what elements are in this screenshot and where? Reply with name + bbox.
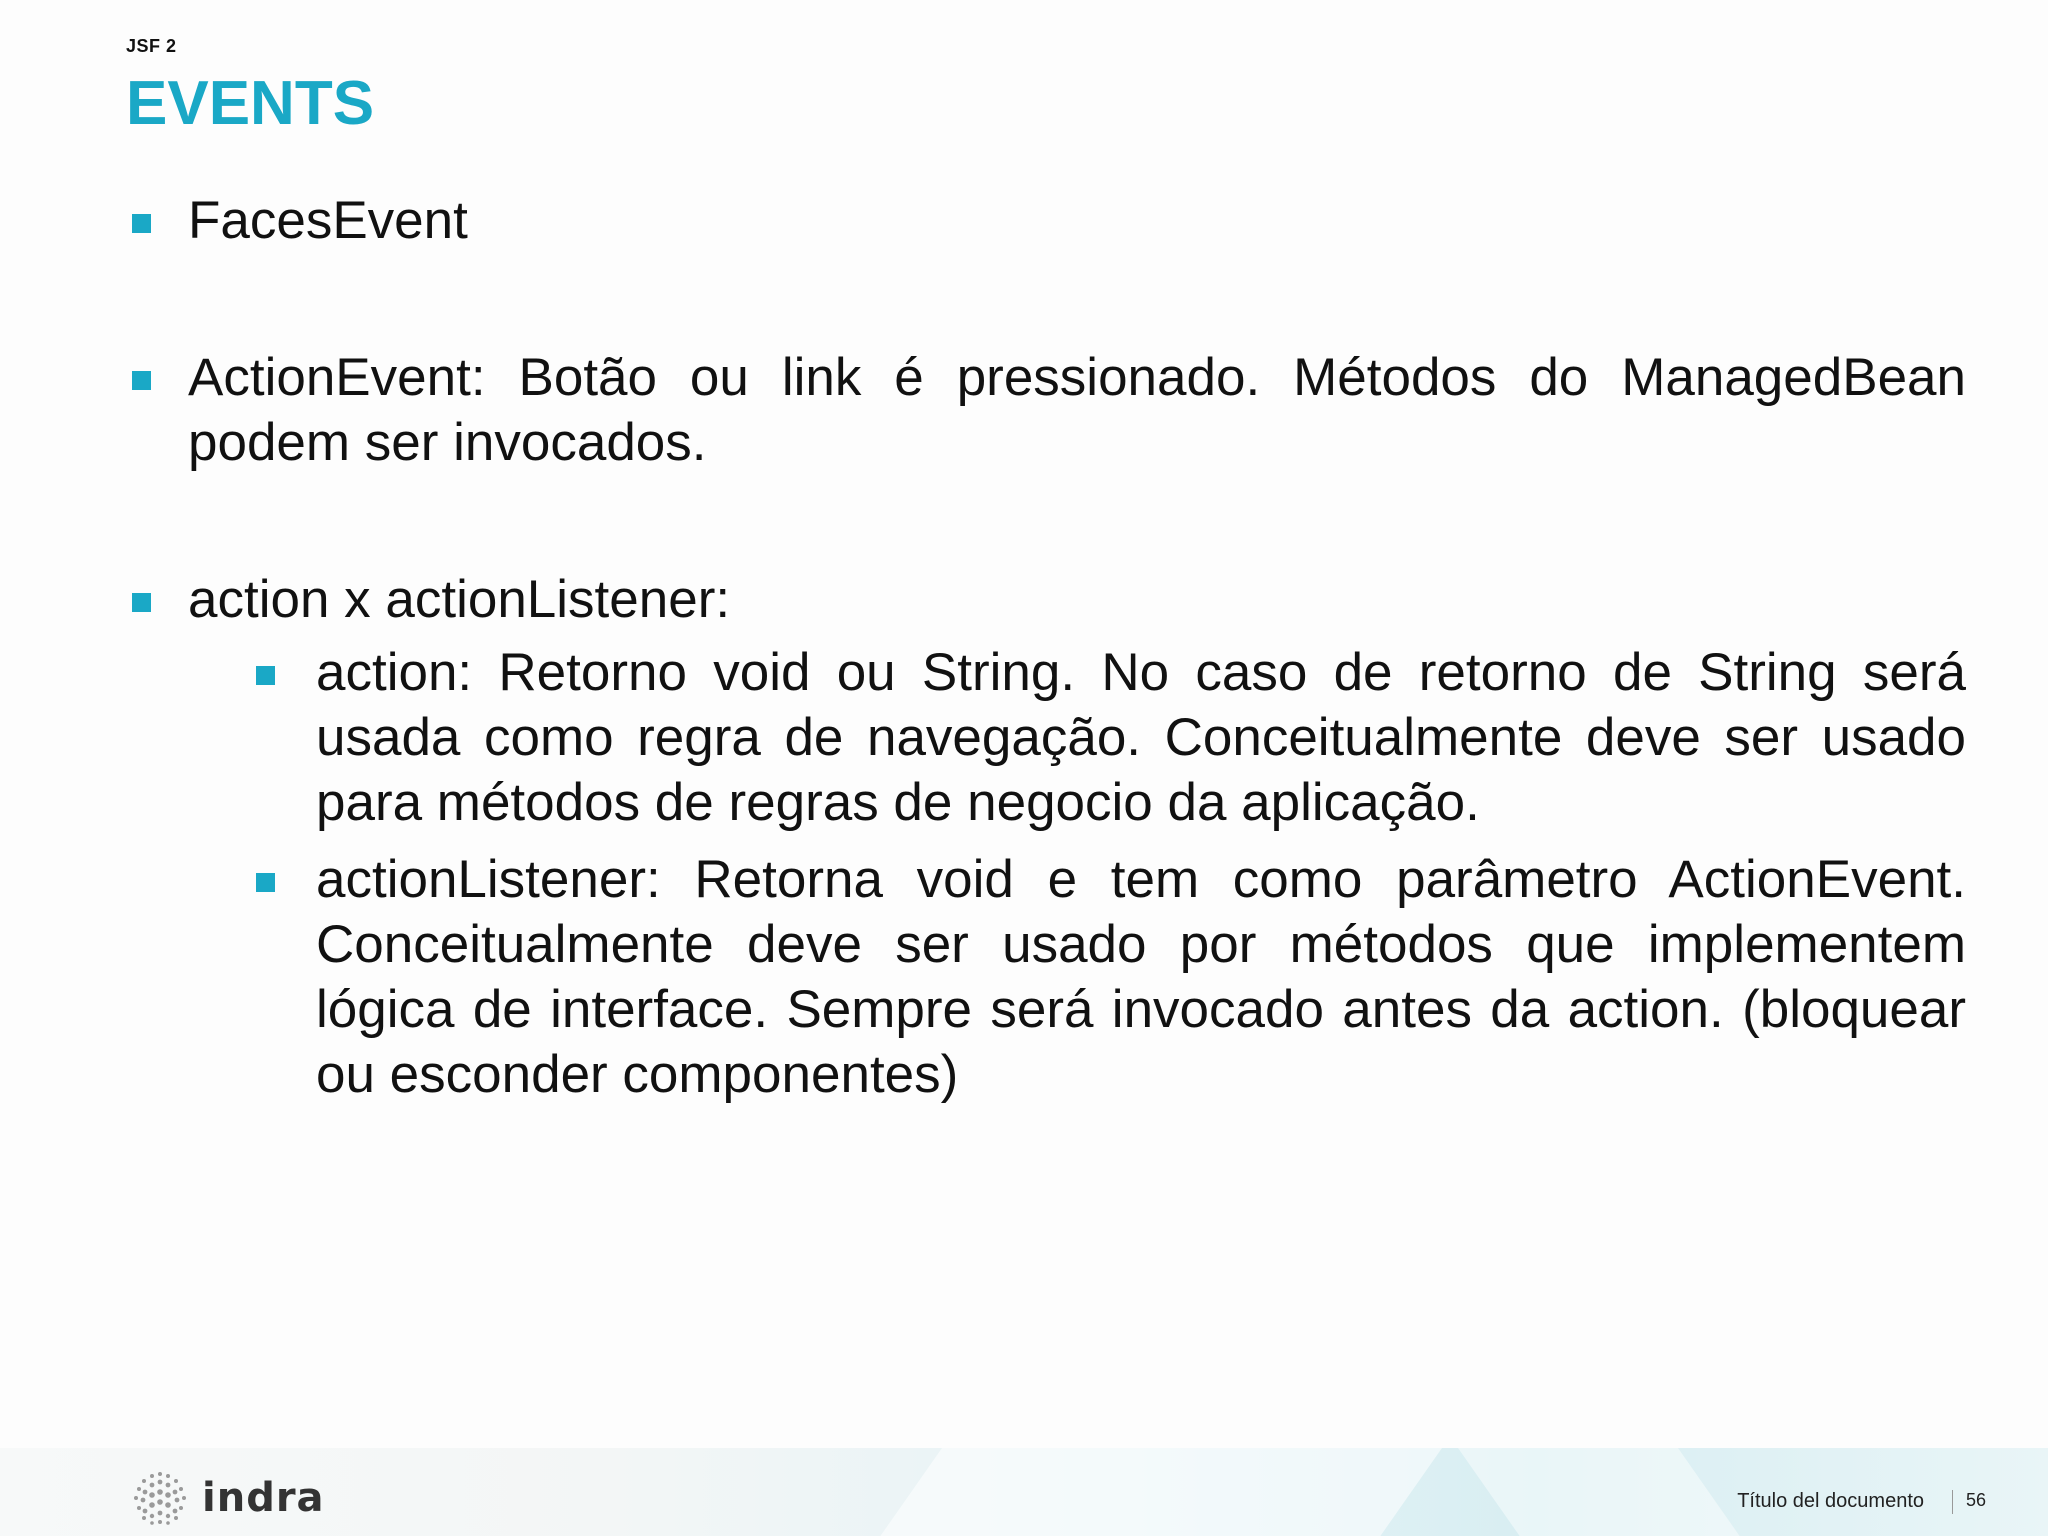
- sub-bullet-item: [252, 847, 1966, 1107]
- bullet-item: [126, 345, 1966, 475]
- bullet-text: ActionEvent: Botão ou link é pressionado. Métodos do ManagedBean podem ser invocados.: [188, 348, 1966, 472]
- bullet-text: action x actionListener:: [188, 570, 731, 629]
- footer-decoration: [830, 1448, 1470, 1536]
- square-bullet-icon: [256, 666, 275, 685]
- slide-content: [126, 188, 1966, 1107]
- indra-dot-sphere-icon: [130, 1468, 190, 1528]
- slide-title: EVENTS: [126, 69, 375, 138]
- square-bullet-icon: [132, 371, 151, 390]
- logo-wordmark: indra: [202, 1475, 325, 1521]
- bullet-item: [126, 188, 1966, 253]
- square-bullet-icon: [132, 214, 151, 233]
- sub-bullet-item: [252, 640, 1966, 835]
- bullet-list: [126, 188, 1966, 632]
- sub-bullet-list: [126, 640, 1966, 1107]
- sub-bullet-text: actionListener: Retorna void e tem como parâmetro ActionEvent. Conceitualmente deve ser usado por métodos que implementem lógica de interface. Sempre será invocado antes da action. (bloquear ou esconder componentes): [316, 850, 1966, 1104]
- document-title: Título del documento: [1737, 1490, 1924, 1512]
- square-bullet-icon: [132, 593, 151, 612]
- page-number: 56: [1966, 1490, 1987, 1510]
- square-bullet-icon: [256, 873, 275, 892]
- footer-divider: [1952, 1490, 1953, 1514]
- section-kicker: JSF 2: [126, 36, 177, 56]
- company-logo: [130, 1468, 325, 1528]
- sub-bullet-text: action: Retorno void ou String. No caso de retorno de String será usada como regra de navegação. Conceitualmente deve ser usado para métodos de regras de negocio da aplicação.: [316, 643, 1966, 832]
- bullet-text: FacesEvent: [188, 191, 468, 250]
- footer-decoration: [1430, 1448, 1790, 1536]
- bullet-item: [126, 567, 1966, 632]
